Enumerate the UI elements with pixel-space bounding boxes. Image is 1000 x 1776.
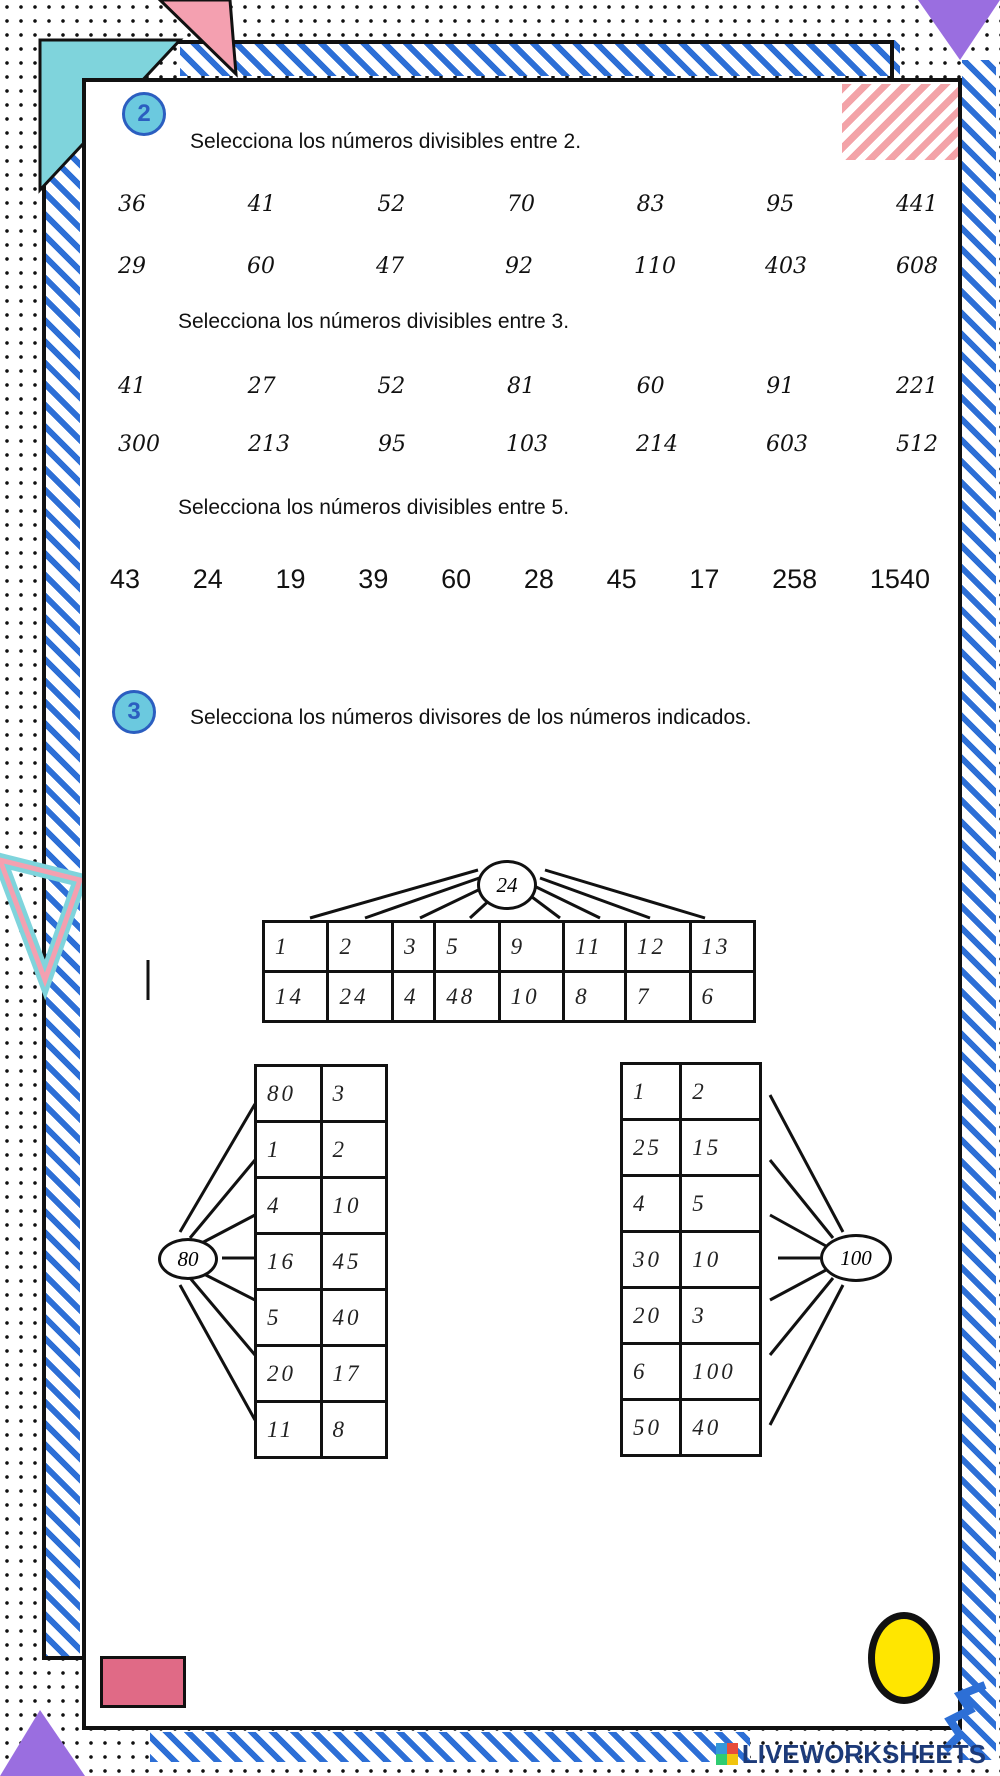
divisor-cell[interactable]: 8 — [321, 1402, 387, 1458]
watermark-text: LIVEWORKSHEETS — [741, 1739, 986, 1769]
number-option[interactable]: 110 — [634, 254, 676, 279]
number-option[interactable]: 41 — [247, 192, 276, 217]
number-option[interactable]: 45 — [606, 564, 637, 594]
divisor-cell[interactable]: 4 — [392, 972, 434, 1022]
divisor-cell[interactable]: 24 — [328, 972, 392, 1022]
divisor-cell[interactable]: 14 — [264, 972, 328, 1022]
number-option[interactable]: 17 — [689, 564, 720, 594]
divisor-cell[interactable]: 1 — [256, 1122, 322, 1178]
yellow-circle-decoration — [868, 1612, 940, 1704]
divisor-cell[interactable]: 8 — [564, 972, 626, 1022]
divisor-cell[interactable]: 50 — [622, 1400, 681, 1456]
divisor-cell[interactable]: 3 — [681, 1288, 761, 1344]
divisor-cell[interactable]: 2 — [321, 1122, 387, 1178]
divisor-cell[interactable]: 2 — [681, 1064, 761, 1120]
number-option[interactable]: 92 — [505, 254, 533, 279]
number-option[interactable]: 47 — [376, 254, 404, 279]
number-option[interactable]: 83 — [636, 192, 665, 217]
divisor-cell[interactable]: 10 — [499, 972, 563, 1022]
number-option[interactable]: 512 — [896, 432, 938, 457]
number-option[interactable]: 258 — [772, 564, 818, 594]
number-option[interactable]: 81 — [506, 374, 535, 399]
divisor-cell[interactable]: 48 — [435, 972, 499, 1022]
divisor-cell[interactable]: 5 — [256, 1290, 322, 1346]
number-option[interactable]: 603 — [766, 432, 808, 457]
divisor-cell[interactable]: 30 — [622, 1232, 681, 1288]
node-24: 24 — [477, 860, 537, 910]
divisor-cell[interactable]: 7 — [626, 972, 690, 1022]
divisor-cell[interactable]: 6 — [690, 972, 755, 1022]
divisor-cell[interactable]: 80 — [256, 1066, 322, 1122]
divisor-cell[interactable]: 6 — [622, 1344, 681, 1400]
divisor-cell[interactable]: 100 — [681, 1344, 761, 1400]
divisor-cell[interactable]: 16 — [256, 1234, 322, 1290]
number-option[interactable]: 60 — [636, 374, 665, 399]
number-option[interactable]: 28 — [523, 564, 554, 594]
number-option[interactable]: 60 — [441, 564, 472, 594]
divisors-80-table — [254, 1064, 388, 1459]
number-option[interactable]: 608 — [896, 254, 938, 279]
number-option[interactable]: 70 — [506, 192, 535, 217]
divisors-100-table — [620, 1062, 762, 1457]
divisor-cell[interactable]: 40 — [681, 1400, 761, 1456]
divisor-cell[interactable]: 17 — [321, 1346, 387, 1402]
divisors-24-table — [262, 920, 756, 1023]
number-option[interactable]: 29 — [118, 254, 146, 279]
divisor-cell[interactable]: 45 — [321, 1234, 387, 1290]
divisor-cell[interactable]: 3 — [321, 1066, 387, 1122]
divisor-cell[interactable]: 13 — [690, 922, 755, 972]
node-80: 80 — [158, 1238, 218, 1280]
number-option[interactable]: 441 — [895, 192, 938, 217]
number-option[interactable]: 24 — [192, 564, 223, 594]
divisor-cell[interactable]: 25 — [622, 1120, 681, 1176]
divisor-cell[interactable]: 4 — [622, 1176, 681, 1232]
number-option[interactable]: 300 — [118, 432, 160, 457]
number-option[interactable]: 52 — [377, 192, 406, 217]
number-option[interactable]: 103 — [506, 432, 548, 457]
instruction-div-5: Selecciona los números divisibles entre 5. — [178, 496, 570, 519]
liveworksheets-logo-icon — [716, 1743, 738, 1765]
number-option[interactable]: 43 — [110, 564, 141, 594]
divisor-cell[interactable]: 4 — [256, 1178, 322, 1234]
divisor-cell[interactable]: 20 — [622, 1288, 681, 1344]
divisor-cell[interactable]: 10 — [321, 1178, 387, 1234]
pink-rectangle-decoration — [100, 1656, 186, 1708]
divisor-cell[interactable]: 11 — [564, 922, 626, 972]
divisor-cell[interactable]: 5 — [435, 922, 499, 972]
number-option[interactable]: 52 — [377, 374, 406, 399]
divisor-cell[interactable]: 1 — [622, 1064, 681, 1120]
node-100: 100 — [820, 1234, 892, 1282]
number-option[interactable]: 39 — [358, 564, 389, 594]
divisor-cell[interactable]: 5 — [681, 1176, 761, 1232]
divisor-cell[interactable]: 2 — [328, 922, 392, 972]
number-option[interactable]: 95 — [378, 432, 406, 457]
number-option[interactable]: 214 — [636, 432, 678, 457]
number-option[interactable]: 41 — [118, 374, 146, 399]
divisor-cell[interactable]: 9 — [499, 922, 563, 972]
divisor-cell[interactable]: 1 — [264, 922, 328, 972]
section-2-badge: 2 — [122, 92, 166, 136]
divisor-cell[interactable]: 15 — [681, 1120, 761, 1176]
divisor-cell[interactable]: 12 — [626, 922, 690, 972]
divisor-cell[interactable]: 10 — [681, 1232, 761, 1288]
divisor-cell[interactable]: 11 — [256, 1402, 322, 1458]
number-option[interactable]: 403 — [765, 254, 807, 279]
divisor-cell[interactable]: 3 — [392, 922, 434, 972]
number-option[interactable]: 95 — [766, 192, 795, 217]
number-option[interactable]: 91 — [766, 374, 795, 399]
instruction-divisors: Selecciona los números divisores de los números indicados. — [190, 706, 752, 729]
section-3-badge: 3 — [112, 690, 156, 734]
instruction-div-2: Selecciona los números divisibles entre 2. — [190, 130, 582, 153]
divisor-cell[interactable]: 40 — [321, 1290, 387, 1346]
number-option[interactable]: 213 — [248, 432, 290, 457]
number-option[interactable]: 1540 — [869, 564, 930, 594]
instruction-div-3: Selecciona los números divisibles entre 3. — [178, 310, 570, 333]
number-option[interactable]: 19 — [275, 564, 306, 594]
watermark — [716, 1739, 986, 1770]
number-option[interactable]: 27 — [247, 374, 276, 399]
divisor-cell[interactable]: 20 — [256, 1346, 322, 1402]
number-option[interactable]: 36 — [118, 192, 146, 217]
number-option[interactable]: 60 — [247, 254, 275, 279]
number-option[interactable]: 221 — [895, 374, 938, 399]
